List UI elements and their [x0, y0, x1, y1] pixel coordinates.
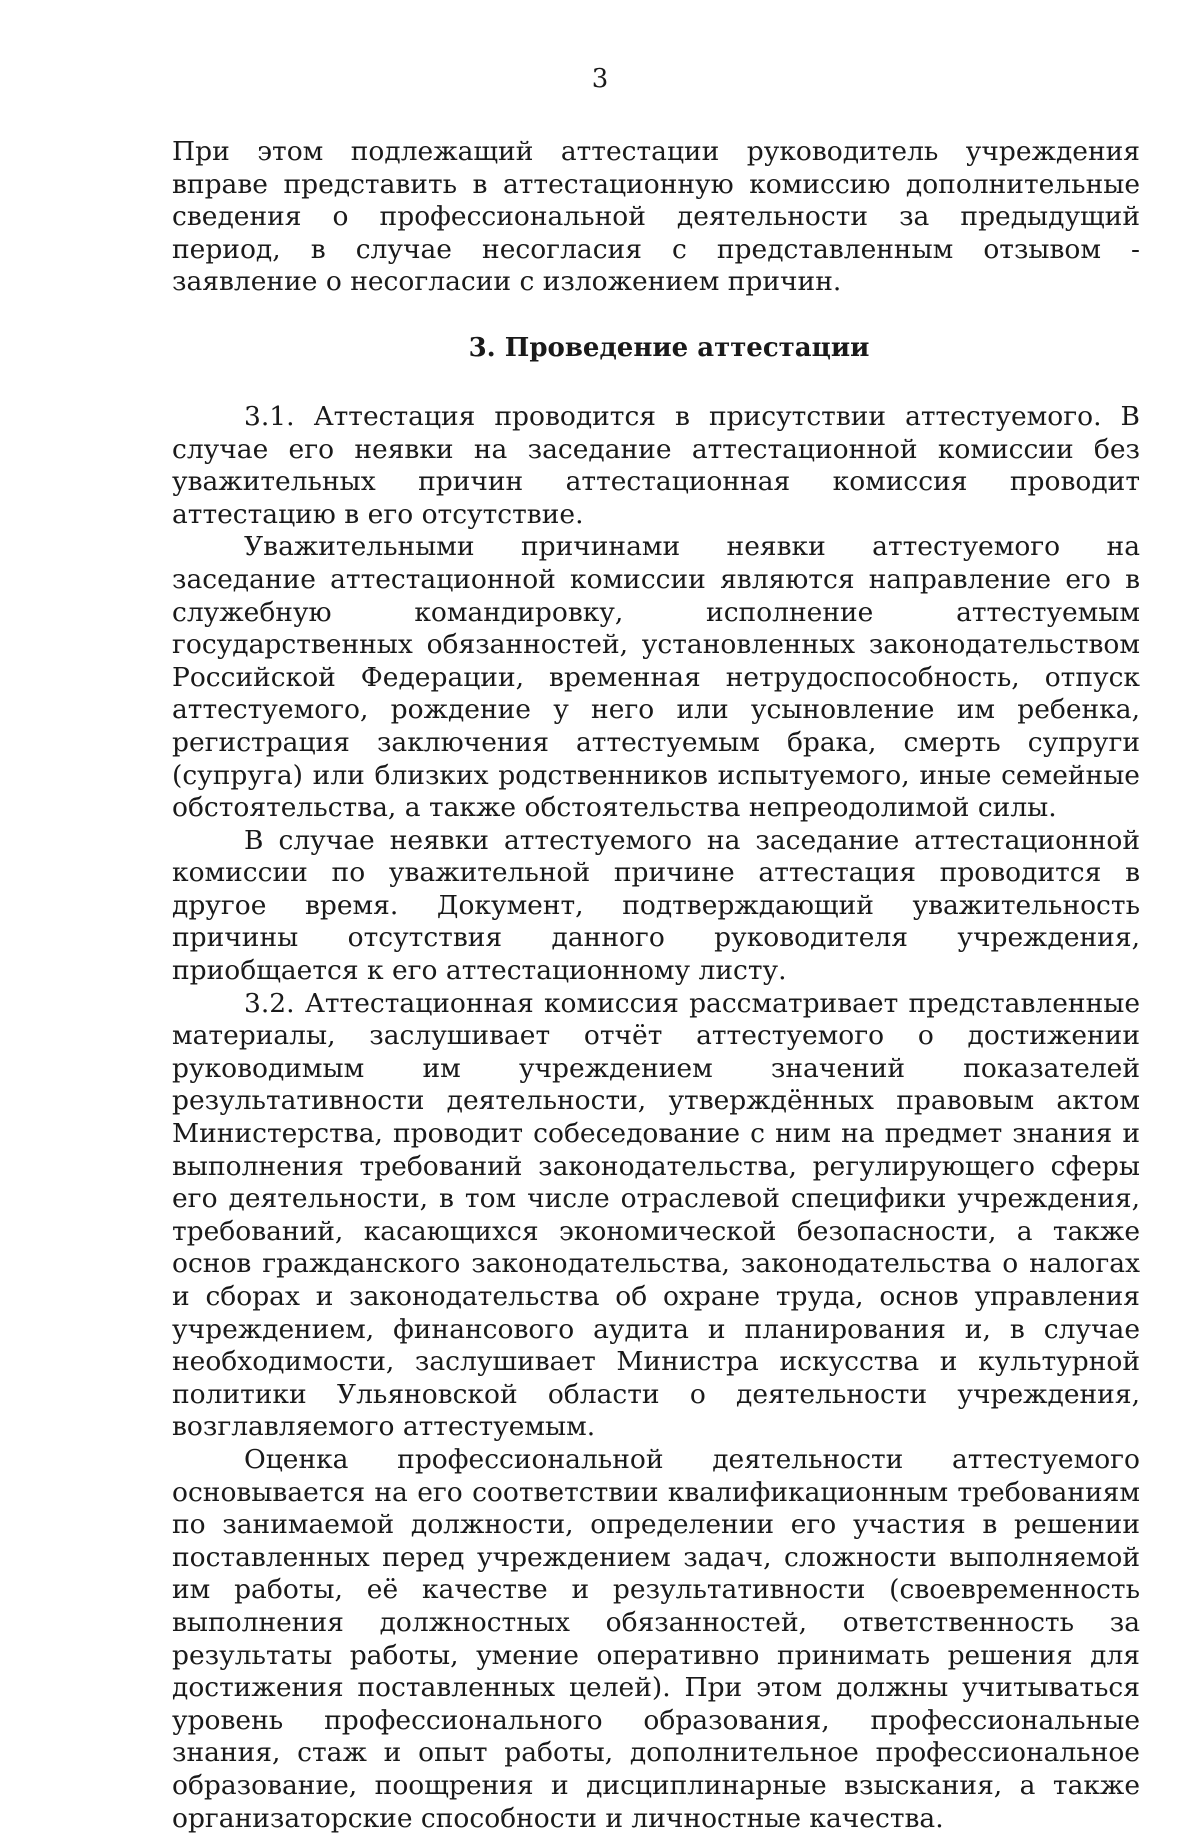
intro-paragraph: При этом подлежащий аттестации руководитель учреждения вправе представить в аттестационную комиссию дополнительные сведения о профессиональной деятельности за предыдущий период, в случае несогласия с представленным отзывом - заявление о несогласии с изложением причин. [172, 136, 1140, 298]
paragraph-3-1: 3.1. Аттестация проводится в присутствии аттестуемого. В случае его неявки на заседание аттестационной комиссии без уважительных причин аттестационная комиссия проводит аттестацию в его отсутствие. [172, 400, 1140, 530]
document-body [172, 136, 1140, 1835]
paragraph-rescheduling: В случае неявки аттестуемого на заседание аттестационной комиссии по уважительной причине аттестация проводится в другое время. Документ, подтверждающий уважительность причины отсутствия данного руководителя учреждения, приобщается к его аттестационному листу. [172, 824, 1140, 987]
paragraph-3-2: 3.2. Аттестационная комиссия рассматривает представленные материалы, заслушивает отчёт аттестуемого о достижении руководимым им учреждением значений показателей результативности деятельности, утверждённых правовым актом Министерства, проводит собеседование с ним на предмет знания и выполнения требований законодательства, регулирующего сферы его деятельности, в том числе отраслевой специфики учреждения, требований, касающихся экономической безопасности, а также основ гражданского законодательства, законодательства о налогах и сборах и законодательства об охране труда, основ управления учреждением, финансового аудита и планирования и, в случае необходимости, заслушивает Министра искусства и культурной политики Ульяновской области о деятельности учреждения, возглавляемого аттестуемым. [172, 987, 1140, 1443]
paragraph-evaluation: Оценка профессиональной деятельности аттестуемого основывается на его соответствии квалификационным требованиям по занимаемой должности, определении его участия в решении поставленных перед учреждением задач, сложности выполняемой им работы, её качестве и результативности (своевременность выполнения должностных обязанностей, ответственность за результаты работы, умение оперативно принимать решения для достижения поставленных целей). При этом должны учитываться уровень профессионального образования, профессиональные знания, стаж и опыт работы, дополнительное профессиональное образование, поощрения и дисциплинарные взыскания, а также организаторские способности и личностные качества. [172, 1443, 1140, 1834]
paragraph-valid-reasons: Уважительными причинами неявки аттестуемого на заседание аттестационной комиссии являются направление его в служебную командировку, исполнение аттестуемым государственных обязанностей, установленных законодательством Российской Федерации, временная нетрудоспособность, отпуск аттестуемого, рождение у него или усыновление им ребенка, регистрация заключения аттестуемым брака, смерть супруги (супруга) или близких родственников испытуемого, иные семейные обстоятельства, а также обстоятельства непреодолимой силы. [172, 531, 1140, 824]
section-heading: 3. Проведение аттестации [468, 332, 870, 363]
page-number: 3 [591, 64, 609, 94]
